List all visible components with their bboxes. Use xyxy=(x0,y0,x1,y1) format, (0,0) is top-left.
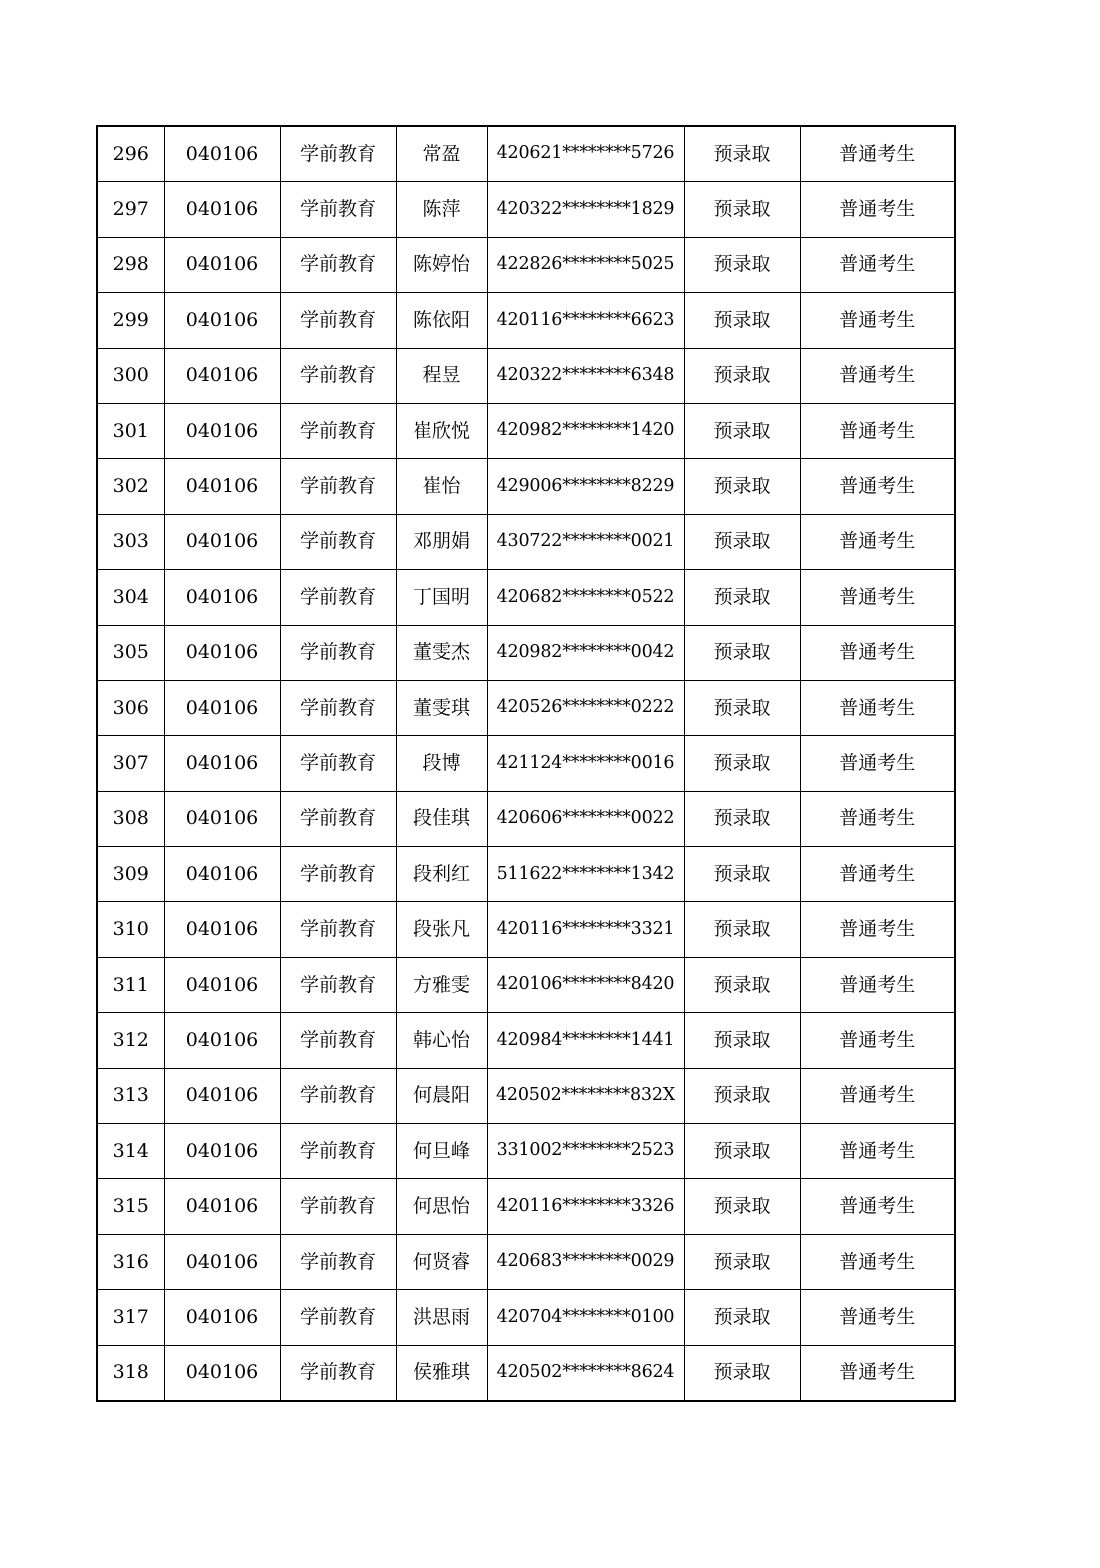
major-name-cell: 学前教育 xyxy=(280,680,396,735)
id-number-cell: 420982********1420 xyxy=(487,403,684,458)
admission-status-cell: 预录取 xyxy=(684,459,800,514)
id-number-cell: 420322********6348 xyxy=(487,348,684,403)
major-code-cell: 040106 xyxy=(164,1234,280,1289)
student-type-cell: 普通考生 xyxy=(800,237,955,292)
student-type-cell: 普通考生 xyxy=(800,1068,955,1123)
student-name-cell: 常盈 xyxy=(396,126,487,182)
row-number-cell: 298 xyxy=(97,237,164,292)
major-name-cell: 学前教育 xyxy=(280,1068,396,1123)
id-number-cell: 420682********0522 xyxy=(487,570,684,625)
student-name-cell: 韩心怡 xyxy=(396,1013,487,1068)
admission-status-cell: 预录取 xyxy=(684,1124,800,1179)
major-code-cell: 040106 xyxy=(164,293,280,348)
student-name-cell: 陈依阳 xyxy=(396,293,487,348)
id-number-cell: 331002********2523 xyxy=(487,1124,684,1179)
row-number-cell: 311 xyxy=(97,957,164,1012)
major-code-cell: 040106 xyxy=(164,348,280,403)
id-number-cell: 420704********0100 xyxy=(487,1290,684,1345)
table-row xyxy=(97,1068,955,1123)
major-name-cell: 学前教育 xyxy=(280,403,396,458)
table-row xyxy=(97,1345,955,1401)
admission-status-cell: 预录取 xyxy=(684,1345,800,1401)
major-name-cell: 学前教育 xyxy=(280,1345,396,1401)
major-name-cell: 学前教育 xyxy=(280,514,396,569)
table-row xyxy=(97,293,955,348)
admission-status-cell: 预录取 xyxy=(684,293,800,348)
row-number-cell: 314 xyxy=(97,1124,164,1179)
admission-status-cell: 预录取 xyxy=(684,1179,800,1234)
row-number-cell: 297 xyxy=(97,182,164,237)
row-number-cell: 310 xyxy=(97,902,164,957)
id-number-cell: 420116********3326 xyxy=(487,1179,684,1234)
row-number-cell: 302 xyxy=(97,459,164,514)
table-row xyxy=(97,791,955,846)
table-row xyxy=(97,1234,955,1289)
row-number-cell: 312 xyxy=(97,1013,164,1068)
student-name-cell: 段佳琪 xyxy=(396,791,487,846)
student-type-cell: 普通考生 xyxy=(800,957,955,1012)
admission-status-cell: 预录取 xyxy=(684,625,800,680)
row-number-cell: 299 xyxy=(97,293,164,348)
id-number-cell: 430722********0021 xyxy=(487,514,684,569)
table-row xyxy=(97,1179,955,1234)
student-type-cell: 普通考生 xyxy=(800,293,955,348)
row-number-cell: 305 xyxy=(97,625,164,680)
table-row xyxy=(97,957,955,1012)
admission-status-cell: 预录取 xyxy=(684,1068,800,1123)
table-row xyxy=(97,348,955,403)
id-number-cell: 420502********8624 xyxy=(487,1345,684,1401)
admission-status-cell: 预录取 xyxy=(684,736,800,791)
student-name-cell: 方雅雯 xyxy=(396,957,487,1012)
major-name-cell: 学前教育 xyxy=(280,736,396,791)
major-code-cell: 040106 xyxy=(164,1290,280,1345)
row-number-cell: 300 xyxy=(97,348,164,403)
major-name-cell: 学前教育 xyxy=(280,791,396,846)
major-name-cell: 学前教育 xyxy=(280,182,396,237)
admission-status-cell: 预录取 xyxy=(684,182,800,237)
row-number-cell: 309 xyxy=(97,847,164,902)
major-name-cell: 学前教育 xyxy=(280,237,396,292)
admission-status-cell: 预录取 xyxy=(684,1234,800,1289)
admission-list-table xyxy=(96,125,956,1402)
admission-status-cell: 预录取 xyxy=(684,902,800,957)
student-name-cell: 陈萍 xyxy=(396,182,487,237)
table-row xyxy=(97,126,955,182)
student-name-cell: 段张凡 xyxy=(396,902,487,957)
student-name-cell: 董雯琪 xyxy=(396,680,487,735)
major-name-cell: 学前教育 xyxy=(280,570,396,625)
table-row xyxy=(97,625,955,680)
major-code-cell: 040106 xyxy=(164,570,280,625)
student-name-cell: 何旦峰 xyxy=(396,1124,487,1179)
row-number-cell: 304 xyxy=(97,570,164,625)
student-type-cell: 普通考生 xyxy=(800,182,955,237)
admission-status-cell: 预录取 xyxy=(684,847,800,902)
admission-status-cell: 预录取 xyxy=(684,1290,800,1345)
student-name-cell: 何思怡 xyxy=(396,1179,487,1234)
major-name-cell: 学前教育 xyxy=(280,625,396,680)
table-row xyxy=(97,680,955,735)
major-name-cell: 学前教育 xyxy=(280,126,396,182)
student-type-cell: 普通考生 xyxy=(800,1234,955,1289)
student-type-cell: 普通考生 xyxy=(800,570,955,625)
student-type-cell: 普通考生 xyxy=(800,514,955,569)
student-type-cell: 普通考生 xyxy=(800,847,955,902)
id-number-cell: 420322********1829 xyxy=(487,182,684,237)
major-name-cell: 学前教育 xyxy=(280,1124,396,1179)
row-number-cell: 318 xyxy=(97,1345,164,1401)
id-number-cell: 420984********1441 xyxy=(487,1013,684,1068)
admission-status-cell: 预录取 xyxy=(684,237,800,292)
id-number-cell: 420526********0222 xyxy=(487,680,684,735)
student-type-cell: 普通考生 xyxy=(800,1013,955,1068)
id-number-cell: 420116********3321 xyxy=(487,902,684,957)
admission-status-cell: 预录取 xyxy=(684,680,800,735)
id-number-cell: 420106********8420 xyxy=(487,957,684,1012)
id-number-cell: 511622********1342 xyxy=(487,847,684,902)
student-type-cell: 普通考生 xyxy=(800,1124,955,1179)
major-code-cell: 040106 xyxy=(164,902,280,957)
major-code-cell: 040106 xyxy=(164,514,280,569)
id-number-cell: 422826********5025 xyxy=(487,237,684,292)
student-type-cell: 普通考生 xyxy=(800,403,955,458)
major-code-cell: 040106 xyxy=(164,182,280,237)
major-code-cell: 040106 xyxy=(164,459,280,514)
major-code-cell: 040106 xyxy=(164,1179,280,1234)
table-row xyxy=(97,847,955,902)
table-row xyxy=(97,1124,955,1179)
student-name-cell: 洪思雨 xyxy=(396,1290,487,1345)
row-number-cell: 308 xyxy=(97,791,164,846)
student-type-cell: 普通考生 xyxy=(800,1179,955,1234)
student-type-cell: 普通考生 xyxy=(800,459,955,514)
major-name-cell: 学前教育 xyxy=(280,1013,396,1068)
student-name-cell: 丁国明 xyxy=(396,570,487,625)
id-number-cell: 420982********0042 xyxy=(487,625,684,680)
major-code-cell: 040106 xyxy=(164,847,280,902)
row-number-cell: 316 xyxy=(97,1234,164,1289)
admission-status-cell: 预录取 xyxy=(684,514,800,569)
major-name-cell: 学前教育 xyxy=(280,459,396,514)
major-name-cell: 学前教育 xyxy=(280,1179,396,1234)
major-name-cell: 学前教育 xyxy=(280,1234,396,1289)
major-name-cell: 学前教育 xyxy=(280,957,396,1012)
student-name-cell: 董雯杰 xyxy=(396,625,487,680)
id-number-cell: 420621********5726 xyxy=(487,126,684,182)
id-number-cell: 420683********0029 xyxy=(487,1234,684,1289)
major-name-cell: 学前教育 xyxy=(280,293,396,348)
student-name-cell: 何晨阳 xyxy=(396,1068,487,1123)
student-type-cell: 普通考生 xyxy=(800,736,955,791)
table-row xyxy=(97,237,955,292)
major-name-cell: 学前教育 xyxy=(280,1290,396,1345)
major-name-cell: 学前教育 xyxy=(280,348,396,403)
table-row xyxy=(97,403,955,458)
id-number-cell: 429006********8229 xyxy=(487,459,684,514)
id-number-cell: 420116********6623 xyxy=(487,293,684,348)
major-code-cell: 040106 xyxy=(164,1068,280,1123)
major-code-cell: 040106 xyxy=(164,237,280,292)
table-row xyxy=(97,459,955,514)
table-row xyxy=(97,902,955,957)
student-name-cell: 段博 xyxy=(396,736,487,791)
id-number-cell: 420502********832X xyxy=(487,1068,684,1123)
table-row xyxy=(97,514,955,569)
table-row xyxy=(97,570,955,625)
student-name-cell: 邓朋娟 xyxy=(396,514,487,569)
row-number-cell: 301 xyxy=(97,403,164,458)
major-code-cell: 040106 xyxy=(164,1124,280,1179)
id-number-cell: 421124********0016 xyxy=(487,736,684,791)
admission-status-cell: 预录取 xyxy=(684,570,800,625)
table-row xyxy=(97,1290,955,1345)
major-code-cell: 040106 xyxy=(164,1345,280,1401)
row-number-cell: 296 xyxy=(97,126,164,182)
student-type-cell: 普通考生 xyxy=(800,791,955,846)
student-type-cell: 普通考生 xyxy=(800,902,955,957)
student-name-cell: 崔怡 xyxy=(396,459,487,514)
table-row xyxy=(97,736,955,791)
student-name-cell: 崔欣悦 xyxy=(396,403,487,458)
row-number-cell: 307 xyxy=(97,736,164,791)
student-type-cell: 普通考生 xyxy=(800,126,955,182)
row-number-cell: 315 xyxy=(97,1179,164,1234)
major-code-cell: 040106 xyxy=(164,1013,280,1068)
table-row xyxy=(97,1013,955,1068)
table-row xyxy=(97,182,955,237)
major-code-cell: 040106 xyxy=(164,680,280,735)
student-type-cell: 普通考生 xyxy=(800,680,955,735)
student-name-cell: 段利红 xyxy=(396,847,487,902)
student-name-cell: 程昱 xyxy=(396,348,487,403)
major-code-cell: 040106 xyxy=(164,403,280,458)
row-number-cell: 303 xyxy=(97,514,164,569)
major-code-cell: 040106 xyxy=(164,957,280,1012)
admission-status-cell: 预录取 xyxy=(684,1013,800,1068)
id-number-cell: 420606********0022 xyxy=(487,791,684,846)
row-number-cell: 306 xyxy=(97,680,164,735)
major-name-cell: 学前教育 xyxy=(280,902,396,957)
admission-status-cell: 预录取 xyxy=(684,957,800,1012)
table-body xyxy=(97,126,955,1401)
major-code-cell: 040106 xyxy=(164,791,280,846)
student-name-cell: 侯雅琪 xyxy=(396,1345,487,1401)
student-type-cell: 普通考生 xyxy=(800,1290,955,1345)
student-name-cell: 陈婷怡 xyxy=(396,237,487,292)
row-number-cell: 317 xyxy=(97,1290,164,1345)
admission-status-cell: 预录取 xyxy=(684,403,800,458)
student-name-cell: 何贤睿 xyxy=(396,1234,487,1289)
admission-status-cell: 预录取 xyxy=(684,126,800,182)
admission-status-cell: 预录取 xyxy=(684,348,800,403)
admission-status-cell: 预录取 xyxy=(684,791,800,846)
student-type-cell: 普通考生 xyxy=(800,625,955,680)
major-code-cell: 040106 xyxy=(164,126,280,182)
row-number-cell: 313 xyxy=(97,1068,164,1123)
major-code-cell: 040106 xyxy=(164,736,280,791)
major-name-cell: 学前教育 xyxy=(280,847,396,902)
student-type-cell: 普通考生 xyxy=(800,348,955,403)
student-type-cell: 普通考生 xyxy=(800,1345,955,1401)
major-code-cell: 040106 xyxy=(164,625,280,680)
